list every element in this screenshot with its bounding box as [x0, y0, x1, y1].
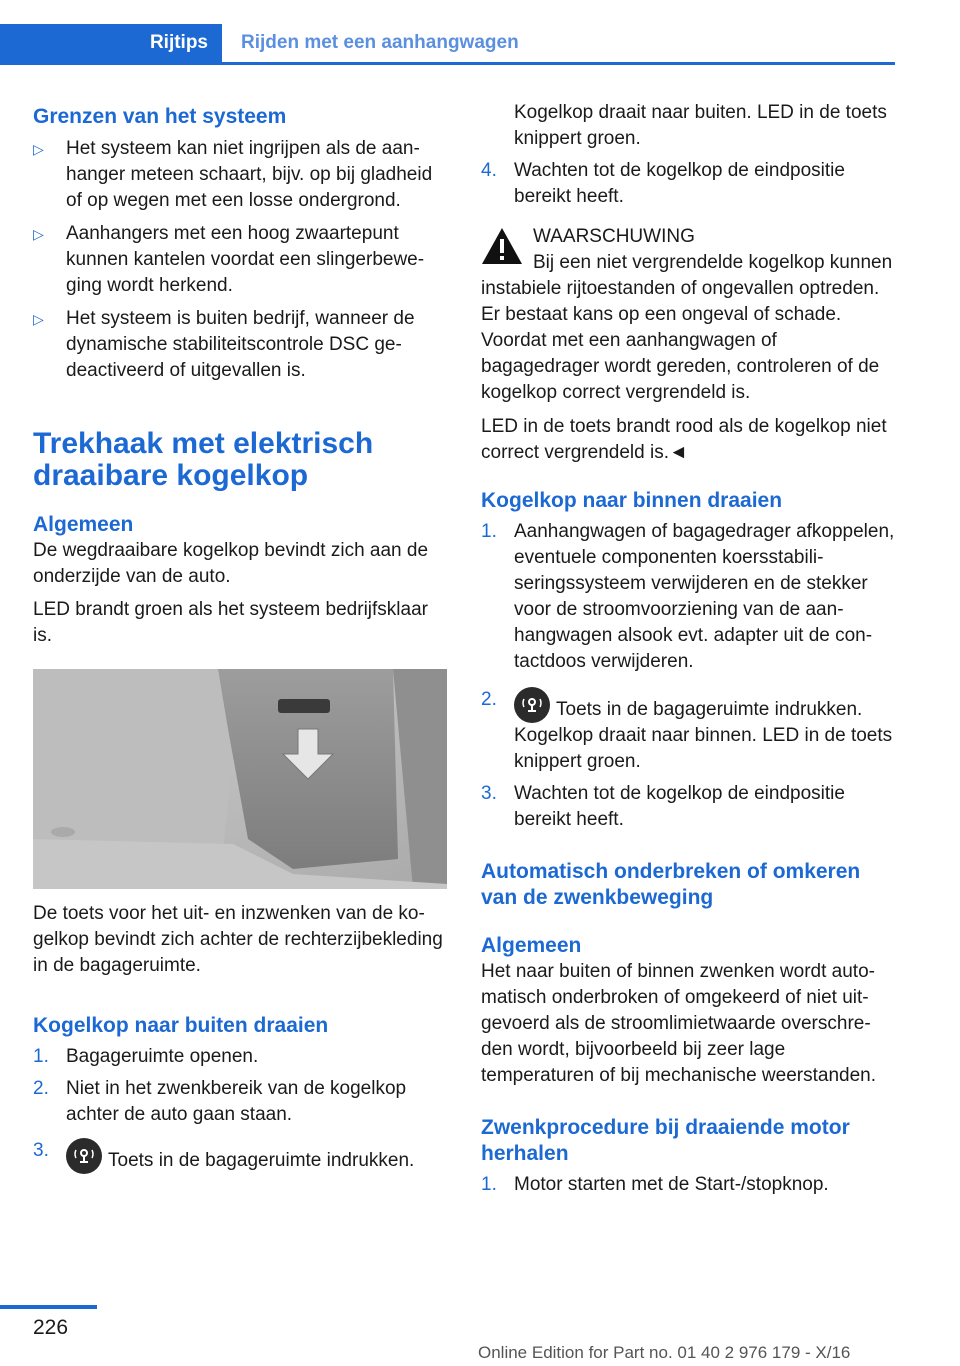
left-column [33, 100, 447, 1174]
out-step3-continued: Kogelkop draait naar buiten. LED in de toets knippert groen. [514, 102, 887, 149]
list-item: 2. Niet in het zwenkbereik van de kogelkop achter de auto gaan staan. [33, 1078, 407, 1125]
warning-triangle-icon [481, 226, 523, 266]
general-heading: Algemeen [33, 513, 134, 536]
trunk-photo [33, 669, 447, 889]
list-item: 2. Toets in de bagageruimte indrukken. Kogelkop draait naar binnen. LED in de toets knippert groen. [481, 689, 893, 772]
list-item: 1. Aanhangwagen of bagagedrager afkoppelen, eventuele componenten koersstabiliseringssysteem verwijderen en de stekker voor de stroomvoorziening van de aanhangwagen alsook evt. adapter uit de contactdoos verwijderen. [481, 521, 895, 672]
limits-heading: Grenzen van het systeem [33, 105, 287, 128]
in-heading: Kogelkop naar binnen draaien [481, 489, 783, 512]
list-item: 3. Wachten tot de kogelkop de eindpositie bereikt heeft. [481, 783, 845, 830]
general-text-1: De wegdraaibare kogelkop bevindt zich aan de onderzijde van de auto. [33, 540, 429, 587]
tow-hitch-button-icon [66, 1138, 102, 1174]
list-item: 4. Wachten tot de kogelkop de eindpositie bereikt heeft. [481, 160, 845, 207]
header-section-tab[interactable]: Rijtips [0, 24, 222, 62]
main-title: Trekhaak met elektrisch draaibare kogelkop [33, 427, 374, 492]
out-heading: Kogelkop naar buiten draaien [33, 1014, 329, 1037]
led-red-text: LED in de toets brandt rood als de kogelkop niet correct vergrendeld is.◄ [481, 416, 887, 463]
triangle-right-icon: ▷ [33, 311, 44, 327]
auto-heading: Automatisch onderbreken of omkeren van de zwenkbeweging [481, 860, 861, 909]
repeat-heading: Zwenkprocedure bij draaiende motor herhalen [481, 1116, 850, 1165]
triangle-right-icon: ▷ [33, 226, 44, 242]
list-item: ▷ Het systeem kan niet ingrijpen als de aanhanger meteen schaart, bijv. op bij gladheid of op wegen met een losse ondergrond. [33, 136, 447, 214]
list-item: 1. Motor starten met de Start-/stopknop. [481, 1174, 829, 1195]
list-item: ▷ Het systeem is buiten bedrijf, wanneer de dynamische stabiliteitscontrole DSC gedeactiveerd of uitgevallen is. [33, 306, 447, 384]
footer-edition: Online Edition for Part no. 01 40 2 976 179 - X/16 [478, 1343, 851, 1362]
tow-hitch-button-icon [514, 687, 550, 723]
triangle-right-icon: ▷ [33, 141, 44, 157]
general-text-2: LED brandt groen als het systeem bedrijfsklaar is. [33, 599, 428, 646]
in-steps [481, 519, 895, 833]
warning-block [481, 224, 895, 406]
out-steps [33, 1044, 447, 1174]
page-number: 226 [33, 1316, 69, 1339]
warning-text: Bij een niet vergrendelde kogelkop kunnen instabiele rijtoestanden of ongevallen optreden. Er bestaat kans op een ongeval of schade. Voordat met een aanhangwagen of bagagedrager wordt gereden, controleren of de kogelkop correct vergrendeld is. [481, 252, 893, 403]
list-item: 1. Bagageruimte openen. [33, 1046, 259, 1067]
limits-list [33, 136, 447, 384]
header-chapter-tab[interactable]: Rijden met een aanhangwagen [241, 32, 519, 53]
list-item: 3. Toets in de bagageruimte indrukken. [33, 1138, 447, 1174]
auto-general-heading: Algemeen [481, 934, 582, 957]
photo-caption: De toets voor het uit- en inzwenken van de kogelkop bevindt zich achter de rechterzijbekleding in de bagageruimte. [33, 903, 443, 976]
right-column [481, 100, 895, 1198]
list-item: ▷ Aanhangers met een hoog zwaartepunt kunnen kantelen voordat een slingerbeweging wordt herkend. [33, 221, 447, 299]
footer-line [0, 1305, 97, 1309]
auto-text: Het naar buiten of binnen zwenken wordt automatisch onderbroken of omgekeerd of niet uitgevoerd als de stroomlimietwaarde overschreden wordt, bijvoorbeeld bij zeer lage temperaturen of bij mechanische weerstanden. [481, 961, 877, 1086]
warning-title: WAARSCHUWING [533, 226, 695, 247]
